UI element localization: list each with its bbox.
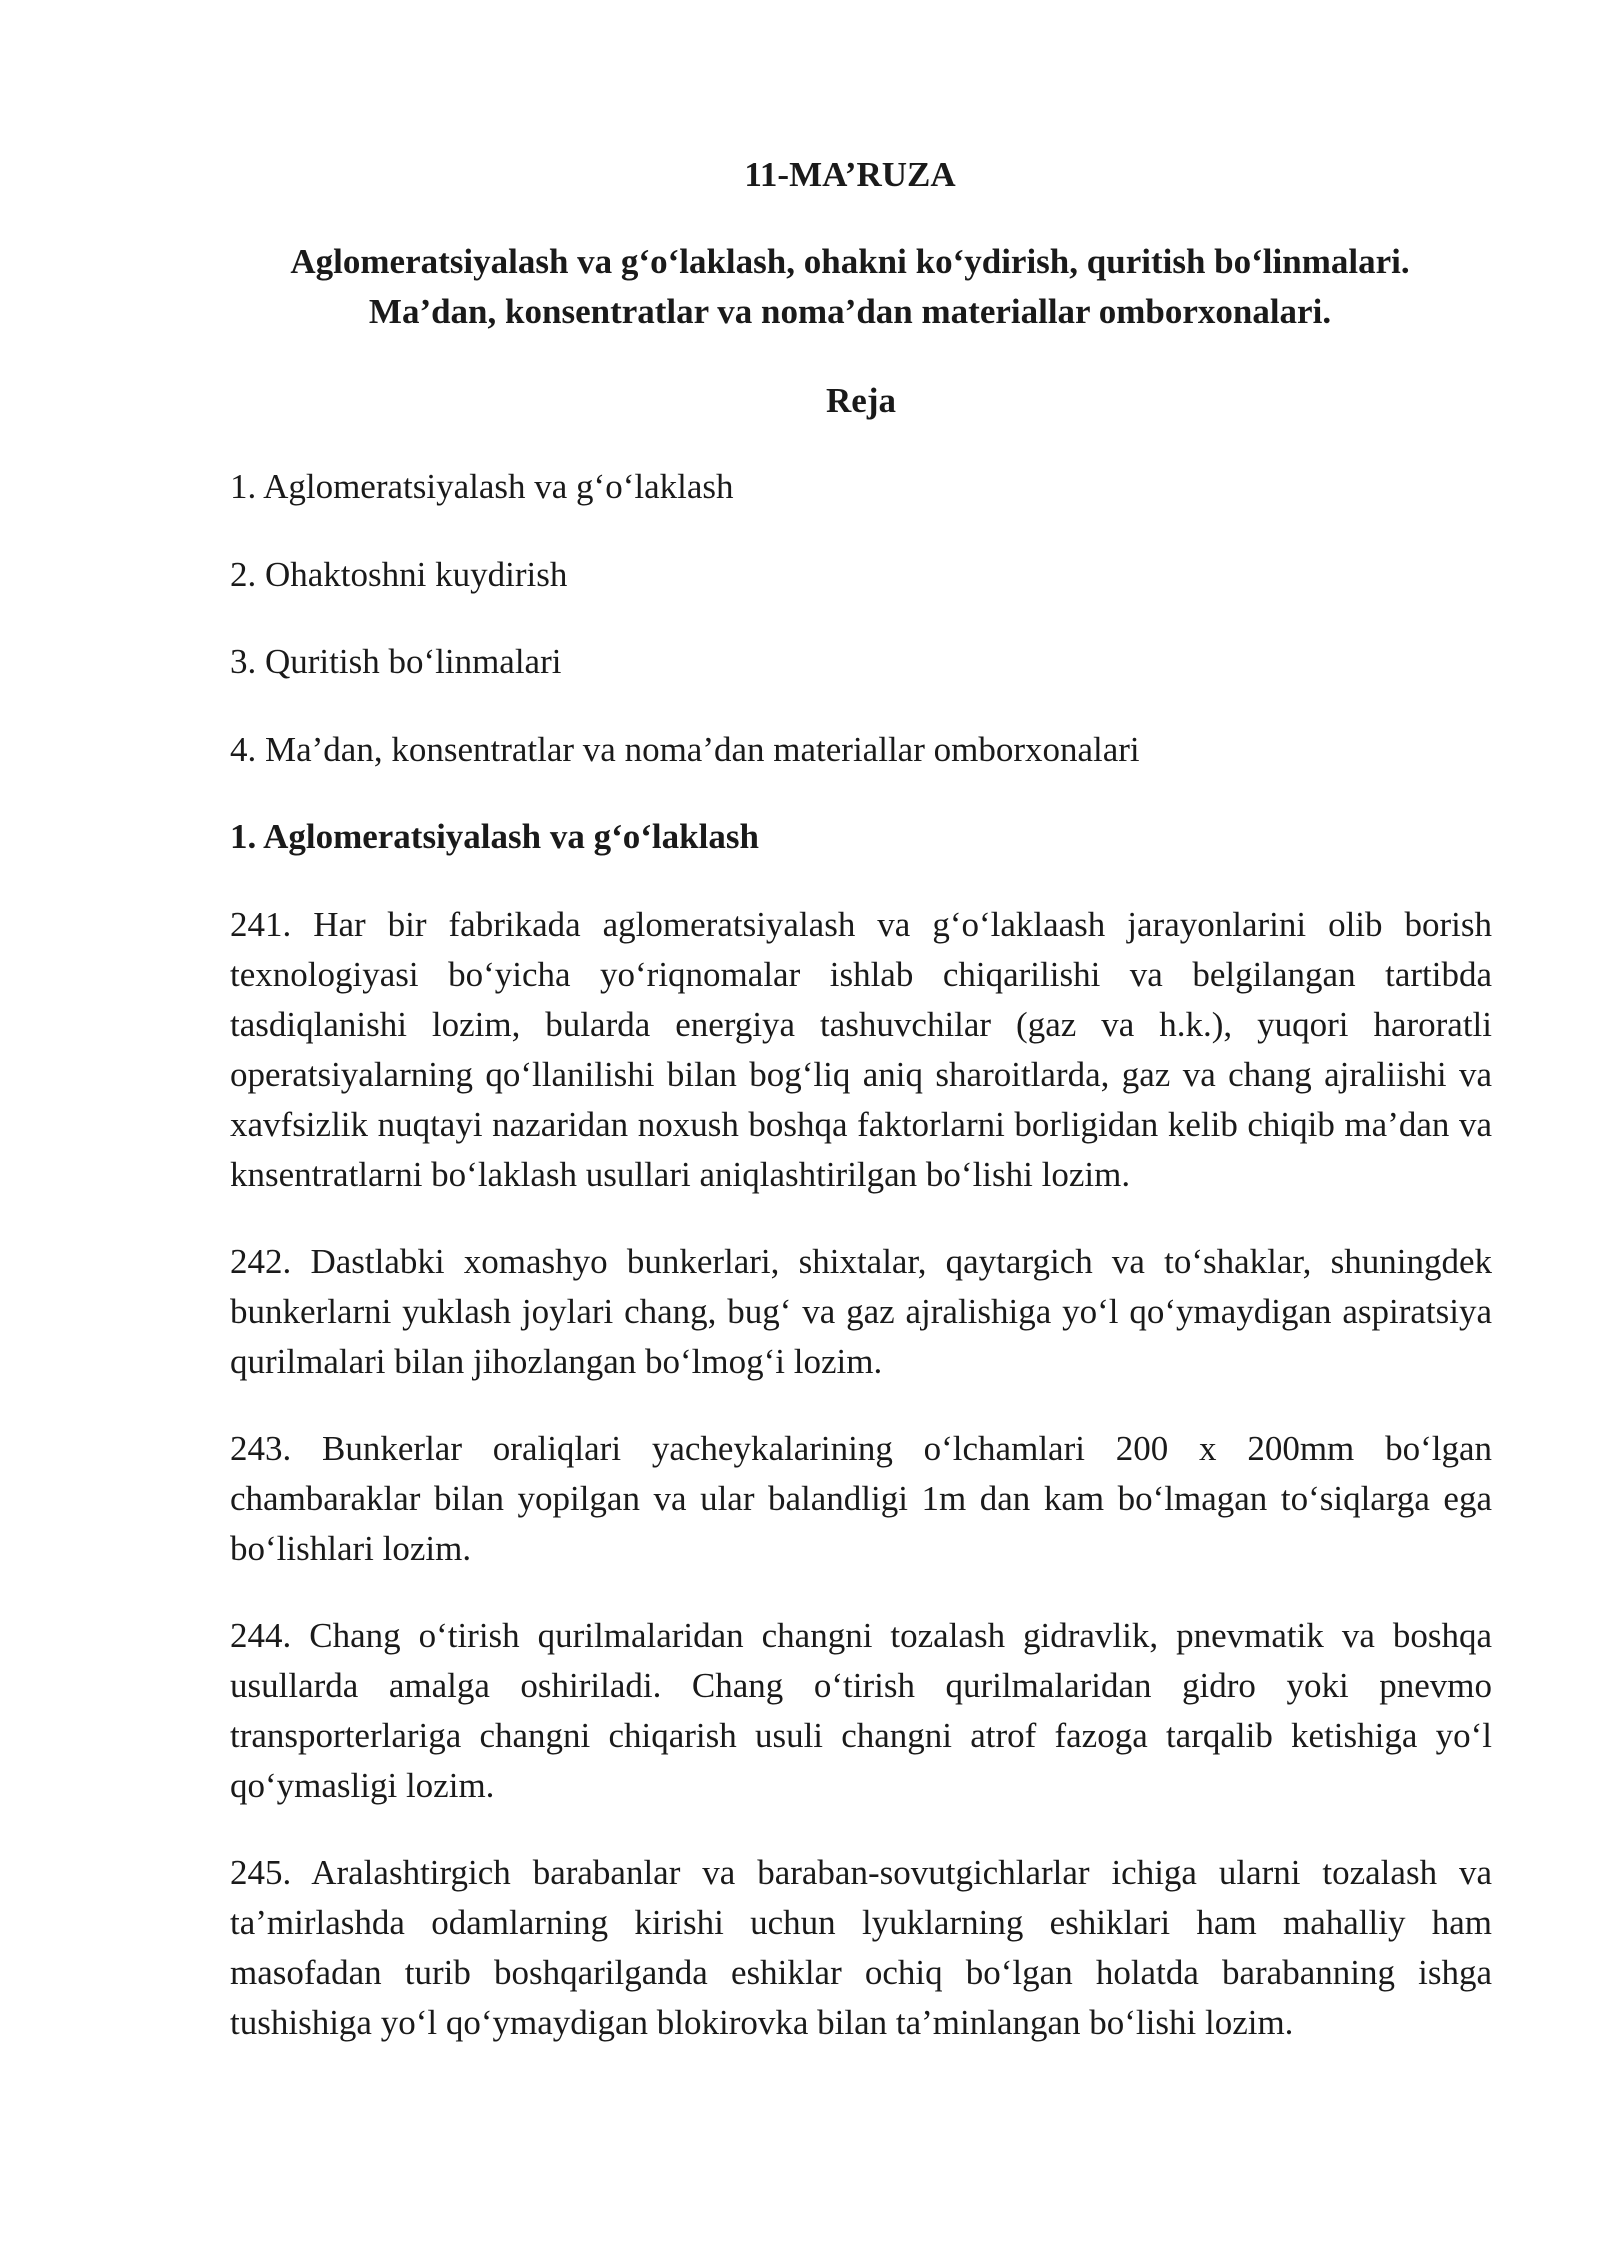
- plan-item: 1. Aglomeratsiyalash va g‘o‘laklash: [230, 467, 734, 506]
- section-heading: 1. Aglomeratsiyalash va g‘o‘laklash: [230, 817, 759, 856]
- paragraph-244: 244. Chang o‘tirish qurilmalaridan changni tozalash gidravlik, pnevmatik va boshqa usullarda amalga oshiriladi. Chang o‘tirish qurilmalaridan gidro yoki pnevmo transporterlariga changni chiqarish usuli changni atrof fazoga tarqalib ketishiga yo‘l qo‘ymasligi lozim.: [230, 1616, 1492, 1805]
- lecture-topic: [230, 237, 1470, 337]
- paragraph-243: 243. Bunkerlar oraliqlari yacheykalarining o‘lchamlari 200 x 200mm bo‘lgan chambaraklar bilan yopilgan va ular balandligi 1m dan kam bo‘lmagan to‘siqlarga ega bo‘lishlari lozim.: [230, 1429, 1492, 1568]
- body-text: [230, 900, 1492, 2085]
- topic-line-2: Ma’dan, konsentratlar va noma’dan materiallar omborxonalari.: [368, 292, 1332, 331]
- plan-item: 3. Quritish bo‘linmalari: [230, 642, 562, 681]
- lecture-title: 11-MA’RUZA: [744, 155, 956, 194]
- plan-item: 2. Ohaktoshni kuydirish: [230, 554, 568, 594]
- paragraph-245: 245. Aralashtirgich barabanlar va baraban-sovutgichlarlar ichiga ularni tozalash va ta’mirlashda odamlarning kirishi uchun lyuklarning eshiklari ham mahalliy ham masofadan turib boshqarilganda eshiklar ochiq bo‘lgan holatda barabanning ishga tushishiga yo‘l qo‘ymaydigan blokirovka bilan ta’minlangan bo‘lishi lozim.: [230, 1853, 1492, 2042]
- paragraph-241: 241. Har bir fabrikada aglomeratsiyalash va g‘o‘laklaash jarayonlarini olib borish texnologiyasi bo‘yicha yo‘riqnomalar ishlab chiqarilishi va belgilangan tartibda tasdiqlanishi lozim, bularda energiya tashuvchilar (gaz va h.k.), yuqori haroratli operatsiyalarning qo‘llanilishi bilan bog‘liq aniq sharoitlarda, gaz va chang ajraliishi va xavfsizlik nuqtayi nazaridan noxush boshqa faktorlarni borligidan kelib chiqib ma’dan va knsentratlarni bo‘laklash usullari aniqlashtirilgan bo‘lishi lozim.: [230, 905, 1492, 1194]
- paragraph-242: 242. Dastlabki xomashyo bunkerlari, shixtalar, qaytargich va to‘shaklar, shuningdek bunkerlarni yuklash joylari chang, bug‘ va gaz ajralishiga yo‘l qo‘ymaydigan aspiratsiya qurilmalari bilan jihozlangan bo‘lmog‘i lozim.: [230, 1242, 1492, 1381]
- topic-line-1: Aglomeratsiyalash va g‘o‘laklash, ohakni ko‘ydirish, quritish bo‘linmalari.: [290, 242, 1410, 281]
- plan-item: 4. Ma’dan, konsentratlar va noma’dan materiallar omborxonalari: [230, 729, 1140, 769]
- plan-list: [230, 462, 1492, 812]
- plan-heading: Reja: [826, 381, 896, 420]
- document-page: [230, 0, 1492, 2262]
